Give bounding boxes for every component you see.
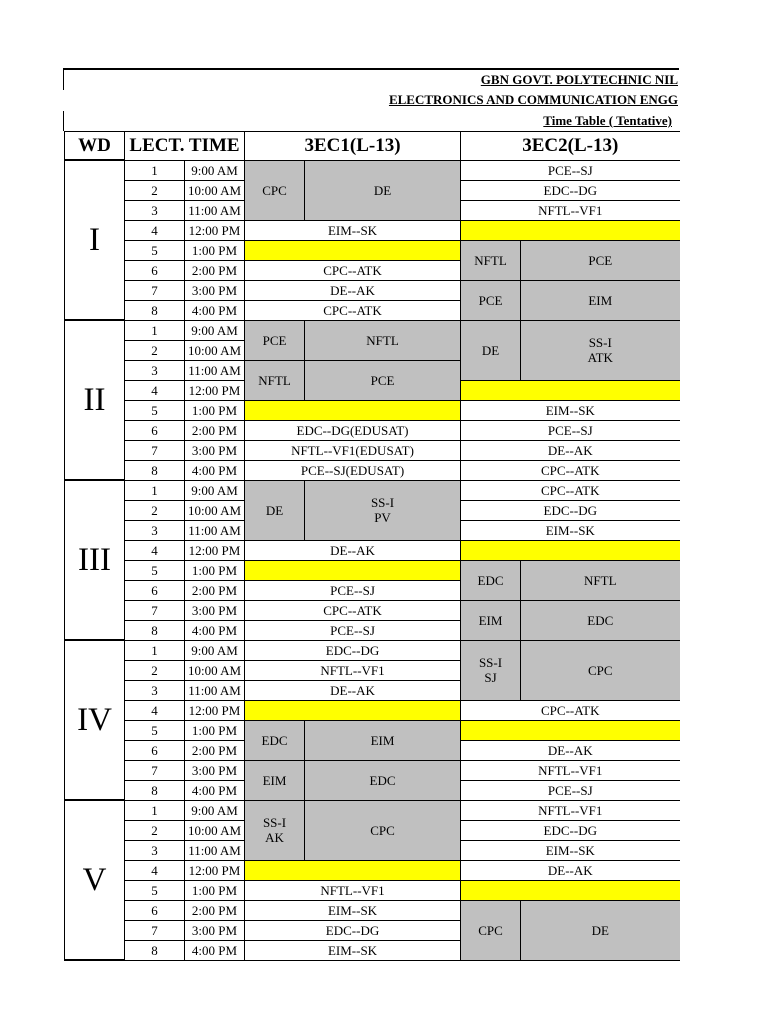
- lecture-number: 5: [125, 720, 185, 740]
- lecture-time: 12:00 PM: [185, 700, 245, 720]
- lecture-cell: EIM--SK: [461, 400, 680, 420]
- lecture-time: 3:00 PM: [185, 440, 245, 460]
- lecture-number: 3: [125, 360, 185, 380]
- lecture-time: 1:00 PM: [185, 400, 245, 420]
- lecture-cell: DE--AK: [245, 680, 461, 700]
- lecture-number: 1: [125, 480, 185, 500]
- lecture-number: 2: [125, 500, 185, 520]
- lecture-number: 4: [125, 860, 185, 880]
- lecture-number: 3: [125, 200, 185, 220]
- header-row: [65, 132, 680, 161]
- lecture-number: 1: [125, 320, 185, 340]
- lecture-time: 12:00 PM: [185, 380, 245, 400]
- lecture-time: 2:00 PM: [185, 740, 245, 760]
- lecture-cell: EIM--SK: [461, 520, 680, 540]
- lecture-time: 10:00 AM: [185, 500, 245, 520]
- lab-cell: [245, 800, 305, 860]
- lecture-time: 3:00 PM: [185, 920, 245, 940]
- lecture-number: 6: [125, 420, 185, 440]
- lunch-break-cell: [461, 220, 680, 240]
- lecture-number: 1: [125, 640, 185, 660]
- lecture-time: 1:00 PM: [185, 880, 245, 900]
- table-row: [65, 440, 680, 460]
- lunch-break-cell: [461, 380, 680, 400]
- lecture-cell: EIM--SK: [245, 900, 461, 920]
- lab-cell: DE: [461, 320, 521, 380]
- lab-cell: PCE: [305, 360, 461, 400]
- lecture-cell: NFTL--VF1: [245, 880, 461, 900]
- table-row: [65, 320, 680, 340]
- lecture-number: 8: [125, 780, 185, 800]
- lecture-number: 7: [125, 600, 185, 620]
- lecture-cell: CPC--ATK: [461, 480, 680, 500]
- table-row: [65, 220, 680, 240]
- table-row: [65, 160, 680, 180]
- table-row: [65, 640, 680, 660]
- day-label: V: [65, 800, 125, 960]
- table-row: [65, 240, 680, 260]
- lecture-cell: NFTL--VF1(EDUSAT): [245, 440, 461, 460]
- lecture-time: 9:00 AM: [185, 160, 245, 180]
- lecture-number: 2: [125, 340, 185, 360]
- institute-title: GBN GOVT. POLYTECHNIC NIL: [480, 72, 678, 87]
- lecture-cell: PCE--SJ: [245, 580, 461, 600]
- lecture-time: 2:00 PM: [185, 580, 245, 600]
- lunch-break-cell: [245, 700, 461, 720]
- lecture-time: 9:00 AM: [185, 640, 245, 660]
- table-row: [65, 760, 680, 780]
- lecture-cell: PCE--SJ: [461, 780, 680, 800]
- lecture-number: 4: [125, 700, 185, 720]
- day-label: IV: [65, 640, 125, 800]
- lecture-time: 4:00 PM: [185, 940, 245, 960]
- lab-cell: EIM: [461, 600, 521, 640]
- timetable-title: Time Table ( Tentative): [543, 113, 672, 128]
- lecture-time: 10:00 AM: [185, 820, 245, 840]
- lecture-time: 12:00 PM: [185, 860, 245, 880]
- col-header-wd: WD: [65, 132, 125, 161]
- lab-cell: EDC: [305, 760, 461, 800]
- lab-cell: EDC: [461, 560, 521, 600]
- lecture-number: 8: [125, 460, 185, 480]
- lecture-time: 2:00 PM: [185, 260, 245, 280]
- timetable: [64, 131, 680, 961]
- lecture-number: 4: [125, 540, 185, 560]
- lab-cell: [521, 320, 680, 380]
- lecture-number: 6: [125, 260, 185, 280]
- lecture-cell: CPC--ATK: [245, 600, 461, 620]
- lab-cell: PCE: [521, 240, 680, 280]
- col-header-3ec2: 3EC2(L-13): [461, 132, 680, 161]
- day-label: I: [65, 160, 125, 320]
- lecture-cell: DE--AK: [245, 540, 461, 560]
- lecture-number: 2: [125, 660, 185, 680]
- lecture-cell: EIM--SK: [245, 940, 461, 960]
- table-row: [65, 700, 680, 720]
- lab-cell: [305, 480, 461, 540]
- lecture-number: 5: [125, 560, 185, 580]
- top-border-line: [63, 68, 679, 70]
- table-row: [65, 600, 680, 620]
- lecture-time: 11:00 AM: [185, 840, 245, 860]
- lecture-time: 11:00 AM: [185, 680, 245, 700]
- table-row: [65, 460, 680, 480]
- lab-cell-line: SJ: [484, 670, 497, 685]
- left-border-tick-top: [63, 68, 64, 90]
- table-row: [65, 560, 680, 580]
- table-row: [65, 400, 680, 420]
- lecture-time: 11:00 AM: [185, 360, 245, 380]
- lecture-number: 8: [125, 620, 185, 640]
- lunch-break-cell: [245, 560, 461, 580]
- lecture-number: 5: [125, 240, 185, 260]
- lecture-number: 3: [125, 680, 185, 700]
- lecture-cell: EDC--DG: [245, 640, 461, 660]
- day-label: II: [65, 320, 125, 480]
- lecture-cell: NFTL--VF1: [461, 200, 680, 220]
- lecture-time: 4:00 PM: [185, 300, 245, 320]
- lab-cell-line: ATK: [587, 350, 613, 365]
- lab-cell-line: PV: [374, 510, 391, 525]
- lab-cell: CPC: [521, 640, 680, 700]
- lab-cell: NFTL: [305, 320, 461, 360]
- lab-cell-line: AK: [265, 830, 284, 845]
- lecture-time: 1:00 PM: [185, 560, 245, 580]
- lecture-number: 6: [125, 580, 185, 600]
- lecture-cell: PCE--SJ: [461, 160, 680, 180]
- lab-cell: EIM: [521, 280, 680, 320]
- col-header-lect-time: LECT. TIME: [125, 132, 245, 161]
- lecture-number: 2: [125, 820, 185, 840]
- lab-cell: [461, 640, 521, 700]
- lunch-break-cell: [461, 540, 680, 560]
- lecture-cell: EDC--DG: [245, 920, 461, 940]
- department-title: ELECTRONICS AND COMMUNICATION ENGG: [388, 92, 678, 107]
- lunch-break-cell: [245, 860, 461, 880]
- lecture-number: 6: [125, 900, 185, 920]
- lecture-time: 9:00 AM: [185, 320, 245, 340]
- lecture-number: 3: [125, 520, 185, 540]
- lecture-time: 12:00 PM: [185, 540, 245, 560]
- lab-cell: NFTL: [461, 240, 521, 280]
- lab-cell: CPC: [245, 160, 305, 220]
- lecture-cell: EDC--DG: [461, 820, 680, 840]
- lecture-time: 2:00 PM: [185, 900, 245, 920]
- lab-cell: EDC: [245, 720, 305, 760]
- lab-cell: PCE: [245, 320, 305, 360]
- lecture-time: 9:00 AM: [185, 800, 245, 820]
- lecture-cell: CPC--ATK: [461, 700, 680, 720]
- lecture-time: 10:00 AM: [185, 180, 245, 200]
- lab-cell: NFTL: [521, 560, 680, 600]
- lab-cell: DE: [245, 480, 305, 540]
- lecture-time: 9:00 AM: [185, 480, 245, 500]
- lecture-number: 7: [125, 280, 185, 300]
- lecture-cell: NFTL--VF1: [461, 800, 680, 820]
- lecture-number: 7: [125, 760, 185, 780]
- left-border-tick-mid: [63, 111, 64, 131]
- lecture-time: 4:00 PM: [185, 780, 245, 800]
- lab-cell: DE: [521, 900, 680, 960]
- lecture-number: 8: [125, 940, 185, 960]
- lecture-number: 4: [125, 220, 185, 240]
- lab-cell: DE: [305, 160, 461, 220]
- lecture-cell: PCE--SJ: [461, 420, 680, 440]
- table-row: [65, 480, 680, 500]
- lecture-number: 3: [125, 840, 185, 860]
- lab-cell-line: SS-I: [262, 815, 287, 830]
- lecture-cell: CPC--ATK: [245, 300, 461, 320]
- table-row: [65, 420, 680, 440]
- lab-cell: CPC: [305, 800, 461, 860]
- lecture-cell: DE--AK: [461, 740, 680, 760]
- table-row: [65, 720, 680, 740]
- lecture-time: 11:00 AM: [185, 200, 245, 220]
- table-row: [65, 900, 680, 920]
- lecture-time: 3:00 PM: [185, 280, 245, 300]
- lecture-cell: NFTL--VF1: [461, 760, 680, 780]
- lecture-number: 4: [125, 380, 185, 400]
- lecture-number: 8: [125, 300, 185, 320]
- lecture-time: 11:00 AM: [185, 520, 245, 540]
- lecture-time: 3:00 PM: [185, 600, 245, 620]
- lecture-number: 2: [125, 180, 185, 200]
- lab-cell: CPC: [461, 900, 521, 960]
- table-row: [65, 540, 680, 560]
- lab-cell: PCE: [461, 280, 521, 320]
- lecture-cell: NFTL--VF1: [245, 660, 461, 680]
- table-row: [65, 880, 680, 900]
- lecture-cell: DE--AK: [461, 860, 680, 880]
- lecture-time: 3:00 PM: [185, 760, 245, 780]
- col-header-3ec1: 3EC1(L-13): [245, 132, 461, 161]
- table-row: [65, 280, 680, 300]
- day-label: III: [65, 480, 125, 640]
- lunch-break-cell: [461, 720, 680, 740]
- lab-cell: EIM: [245, 760, 305, 800]
- lab-cell: EDC: [521, 600, 680, 640]
- lecture-number: 5: [125, 880, 185, 900]
- lab-cell-line: SS-I: [478, 655, 503, 670]
- lecture-number: 7: [125, 440, 185, 460]
- lecture-cell: DE--AK: [245, 280, 461, 300]
- lecture-cell: PCE--SJ: [245, 620, 461, 640]
- lecture-time: 1:00 PM: [185, 720, 245, 740]
- lab-cell-line: SS-I: [370, 495, 395, 510]
- lecture-time: 1:00 PM: [185, 240, 245, 260]
- lecture-number: 6: [125, 740, 185, 760]
- lecture-number: 1: [125, 800, 185, 820]
- lecture-cell: EDC--DG: [461, 500, 680, 520]
- lunch-break-cell: [461, 880, 680, 900]
- lab-cell: NFTL: [245, 360, 305, 400]
- lecture-time: 12:00 PM: [185, 220, 245, 240]
- lecture-time: 10:00 AM: [185, 660, 245, 680]
- lecture-time: 4:00 PM: [185, 620, 245, 640]
- lecture-cell: CPC--ATK: [245, 260, 461, 280]
- lecture-number: 5: [125, 400, 185, 420]
- lecture-cell: DE--AK: [461, 440, 680, 460]
- lecture-cell: EDC--DG(EDUSAT): [245, 420, 461, 440]
- lecture-cell: CPC--ATK: [461, 460, 680, 480]
- lunch-break-cell: [245, 240, 461, 260]
- lecture-cell: EIM--SK: [245, 220, 461, 240]
- lab-cell-line: SS-I: [588, 335, 612, 350]
- table-row: [65, 800, 680, 820]
- lab-cell: EIM: [305, 720, 461, 760]
- lunch-break-cell: [245, 400, 461, 420]
- lecture-number: 1: [125, 160, 185, 180]
- table-row: [65, 860, 680, 880]
- lecture-cell: EDC--DG: [461, 180, 680, 200]
- lecture-time: 4:00 PM: [185, 460, 245, 480]
- lecture-cell: PCE--SJ(EDUSAT): [245, 460, 461, 480]
- lecture-time: 2:00 PM: [185, 420, 245, 440]
- lecture-number: 7: [125, 920, 185, 940]
- lecture-time: 10:00 AM: [185, 340, 245, 360]
- lecture-cell: EIM--SK: [461, 840, 680, 860]
